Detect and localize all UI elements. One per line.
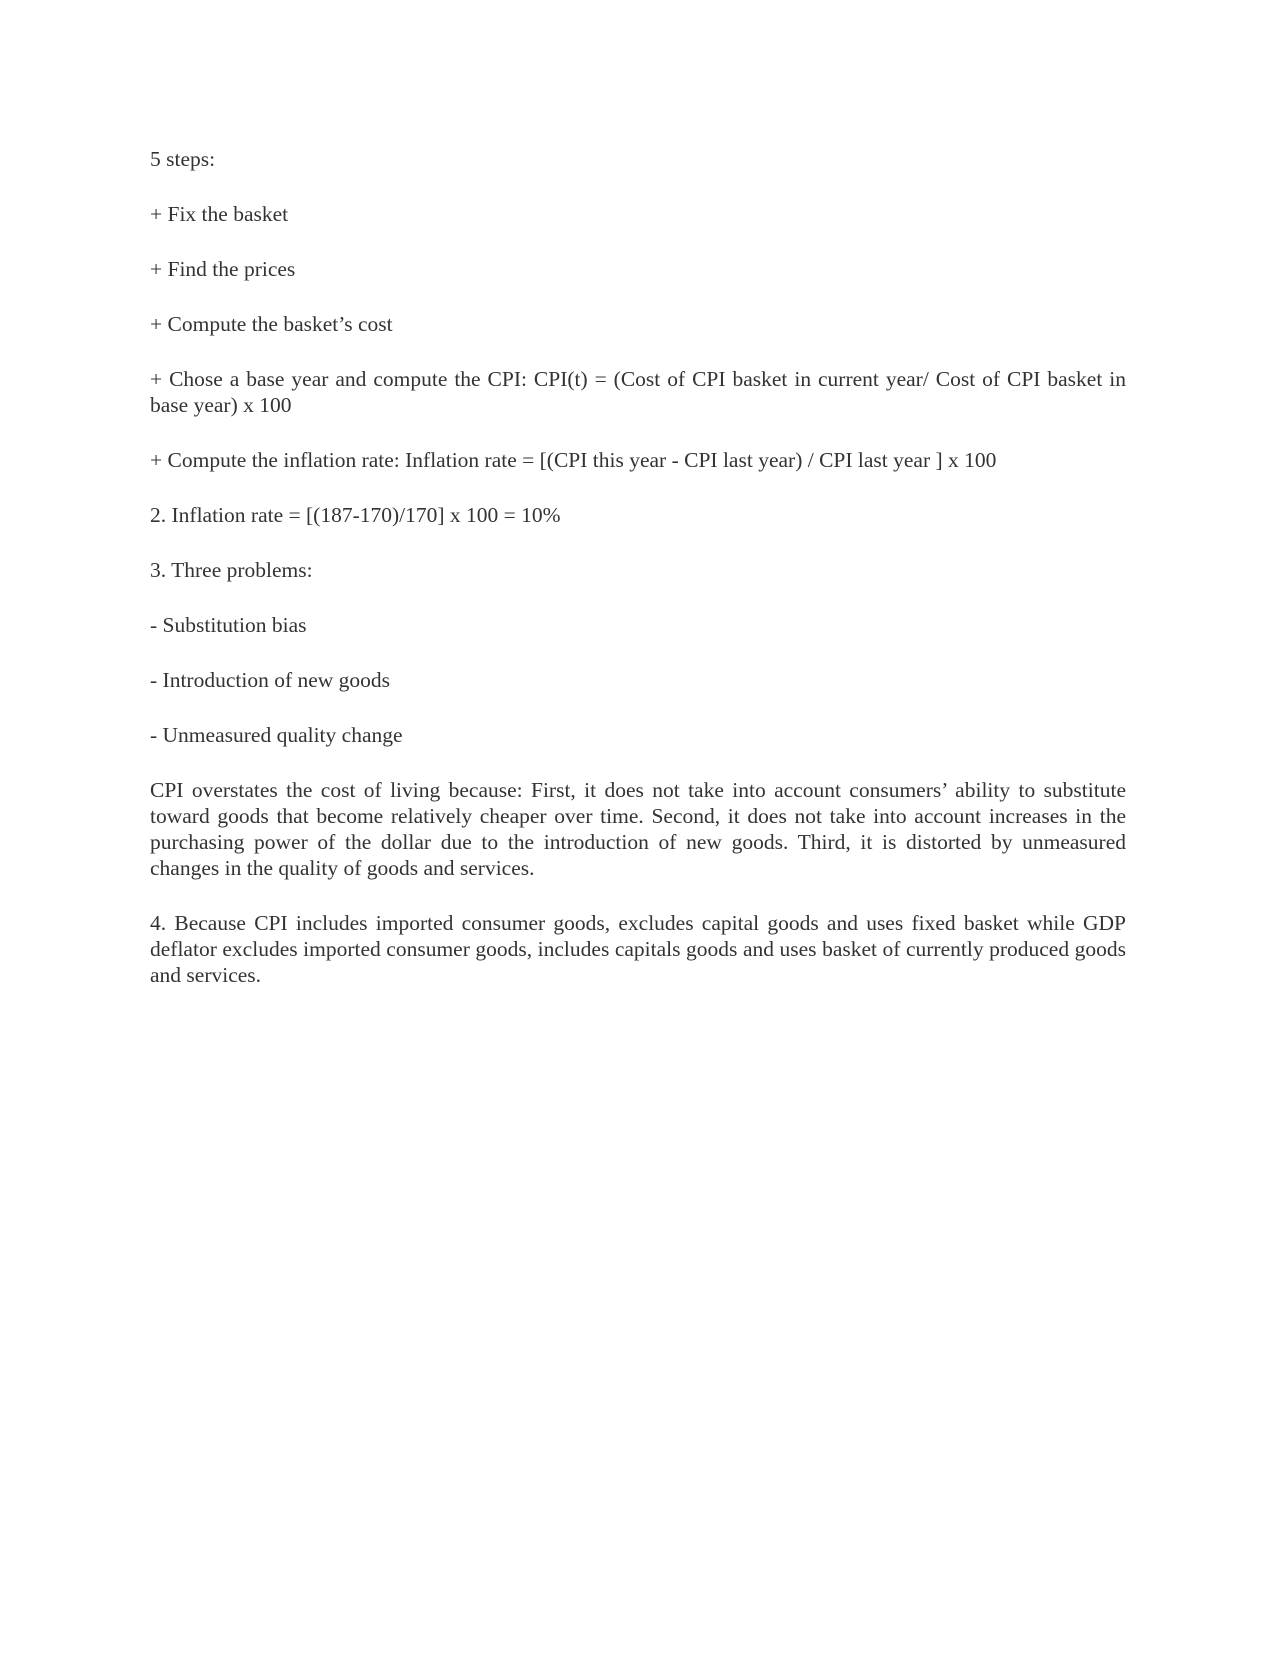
- paragraph-step-inflation-rate: + Compute the inflation rate: Inflation rate = [(CPI this year - CPI last year) / CPI last year ] x 100: [150, 448, 997, 472]
- paragraph-step-fix-basket: + Fix the basket: [150, 202, 289, 226]
- paragraph-step-base-year-cpi: + Chose a base year and compute the CPI: CPI(t) = (Cost of CPI basket in current year/ Cost of CPI basket in base year) x 100: [150, 367, 1126, 417]
- document-page: [150, 146, 1126, 1017]
- paragraph-step-compute-cost: + Compute the basket’s cost: [150, 312, 393, 336]
- paragraph-problem-new-goods: - Introduction of new goods: [150, 668, 391, 692]
- paragraph-steps-heading: 5 steps:: [150, 147, 216, 171]
- paragraph-problem-quality: - Unmeasured quality change: [150, 723, 403, 747]
- paragraph-answer-4: 4. Because CPI includes imported consumer goods, excludes capital goods and uses fixed basket while GDP deflator excludes imported consumer goods, includes capitals goods and uses basket of currently produced goods and services.: [150, 911, 1126, 987]
- paragraph-answer-2: 2. Inflation rate = [(187-170)/170] x 100 = 10%: [150, 503, 561, 527]
- paragraph-cpi-overstates: CPI overstates the cost of living because: First, it does not take into account consumers’ ability to substitute toward goods that become relatively cheaper over time. Second, it does not take into account increases in the purchasing power of the dollar due to the introduction of new goods. Third, it is distorted by unmeasured changes in the quality of goods and services.: [150, 778, 1126, 880]
- paragraph-answer-3-heading: 3. Three problems:: [150, 558, 313, 582]
- paragraph-problem-substitution: - Substitution bias: [150, 613, 307, 637]
- paragraph-step-find-prices: + Find the prices: [150, 257, 296, 281]
